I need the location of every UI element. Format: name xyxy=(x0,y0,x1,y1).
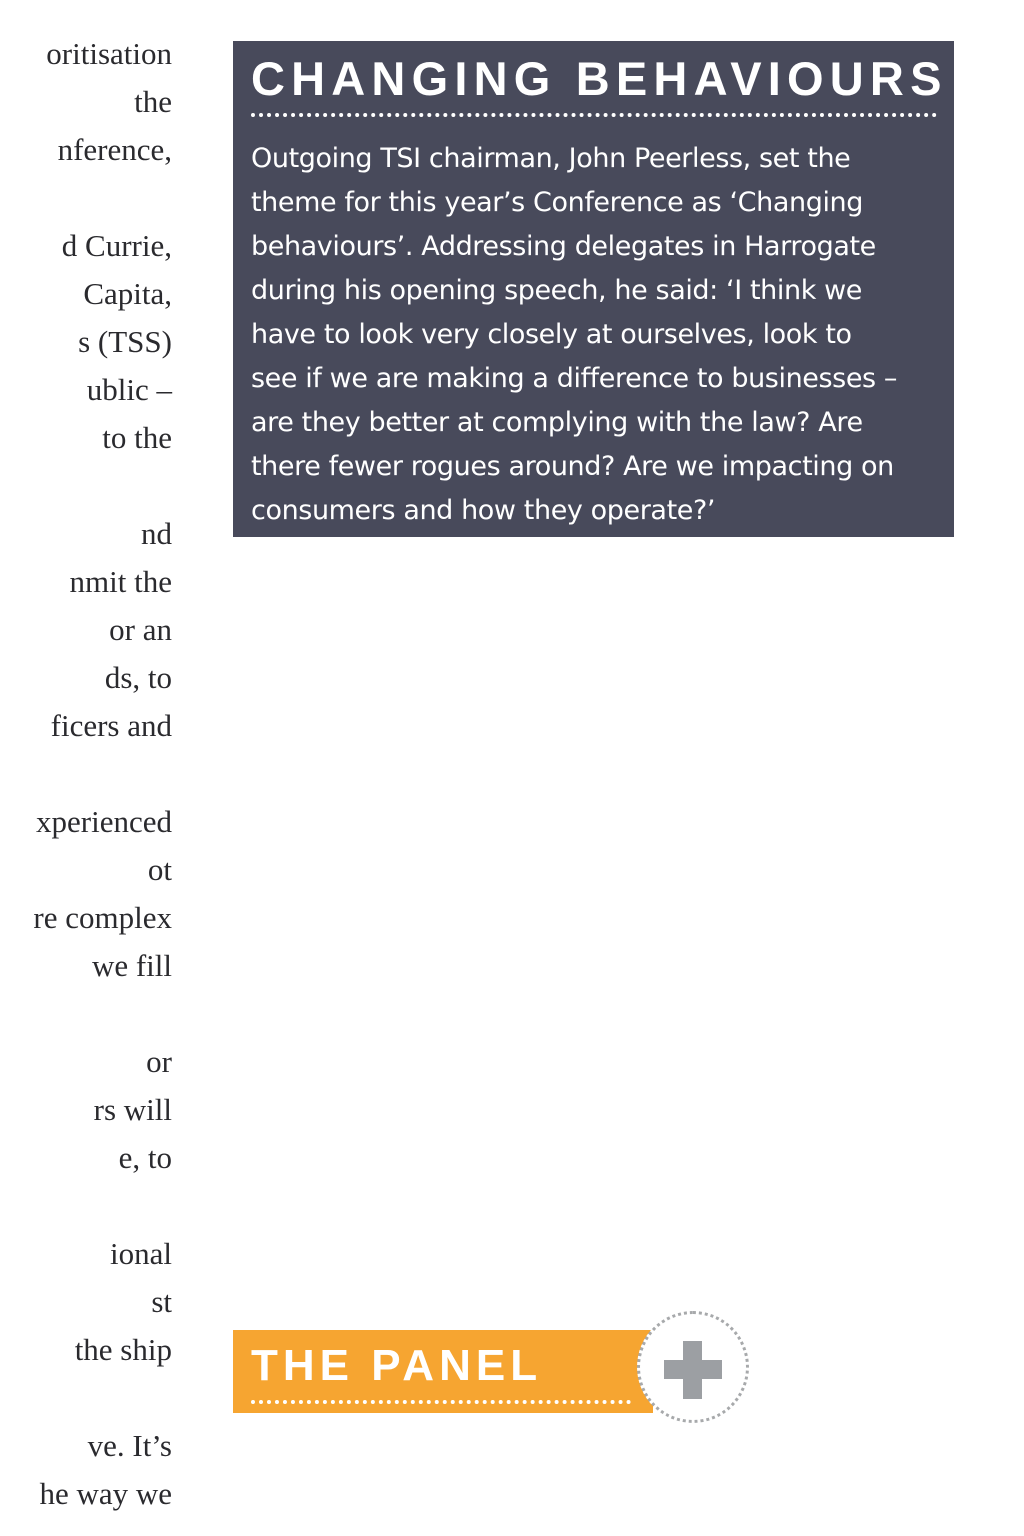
box-body-text xyxy=(251,137,936,533)
body-line: or xyxy=(146,1044,172,1079)
body-line: nd xyxy=(141,516,172,551)
plus-icon xyxy=(637,1311,749,1423)
body-line-blank xyxy=(0,1374,172,1422)
body-line: xperienced xyxy=(36,804,172,839)
body-line-blank xyxy=(0,462,172,510)
body-line: we fill xyxy=(91,948,172,983)
box-body-line: theme for this year’s Conference as ‘Changing xyxy=(251,187,863,218)
box-body-line: consumers and how they operate?’ xyxy=(251,495,716,526)
box-body-line: behaviours’. Addressing delegates in Harrogate xyxy=(251,231,876,262)
body-line-blank xyxy=(0,990,172,1038)
body-line-blank xyxy=(0,1182,172,1230)
body-line: Capita, xyxy=(83,276,172,311)
body-line: the ship xyxy=(74,1332,172,1367)
body-line-blank xyxy=(0,174,172,222)
body-line: nmit the xyxy=(69,564,172,599)
box-title: CHANGING BEHAVIOURS xyxy=(251,52,948,105)
body-line: ve. It’s xyxy=(87,1428,172,1463)
body-line: or an xyxy=(109,612,172,647)
body-line: he way we xyxy=(39,1476,172,1511)
body-line: ublic – xyxy=(86,372,172,407)
body-line: the xyxy=(134,84,172,119)
the-panel-banner xyxy=(233,1330,653,1413)
dotted-divider xyxy=(251,113,937,117)
changing-behaviours-box xyxy=(233,41,954,537)
box-body-line: see if we are making a difference to businesses – xyxy=(251,363,897,394)
body-line: ds, to xyxy=(104,660,172,695)
body-line: d Currie, xyxy=(61,228,172,263)
body-line: e, to xyxy=(118,1140,172,1175)
dotted-divider xyxy=(251,1400,631,1404)
body-line: s (TSS) xyxy=(78,324,172,359)
box-body-line: during his opening speech, he said: ‘I think we xyxy=(251,275,863,306)
body-line-blank xyxy=(0,750,172,798)
body-line: ional xyxy=(110,1236,172,1271)
body-line: oritisation xyxy=(46,36,172,71)
panel-title: THE PANEL xyxy=(251,1341,543,1390)
body-line: rs will xyxy=(93,1092,172,1127)
left-column-text xyxy=(0,30,172,1518)
box-body-line: are they better at complying with the law? Are xyxy=(251,407,863,438)
box-body-line: have to look very closely at ourselves, look to xyxy=(251,319,852,350)
body-line: ot xyxy=(147,852,172,887)
box-body-line: Outgoing TSI chairman, John Peerless, set the xyxy=(251,143,851,174)
body-line: ficers and xyxy=(50,708,172,743)
box-body-line: there fewer rogues around? Are we impacting on xyxy=(251,451,894,482)
body-line: re complex xyxy=(33,900,172,935)
body-line: to the xyxy=(102,420,172,455)
body-line: nference, xyxy=(57,132,172,167)
plus-icon-horizontal-bar xyxy=(664,1360,722,1379)
body-line: st xyxy=(151,1284,172,1319)
